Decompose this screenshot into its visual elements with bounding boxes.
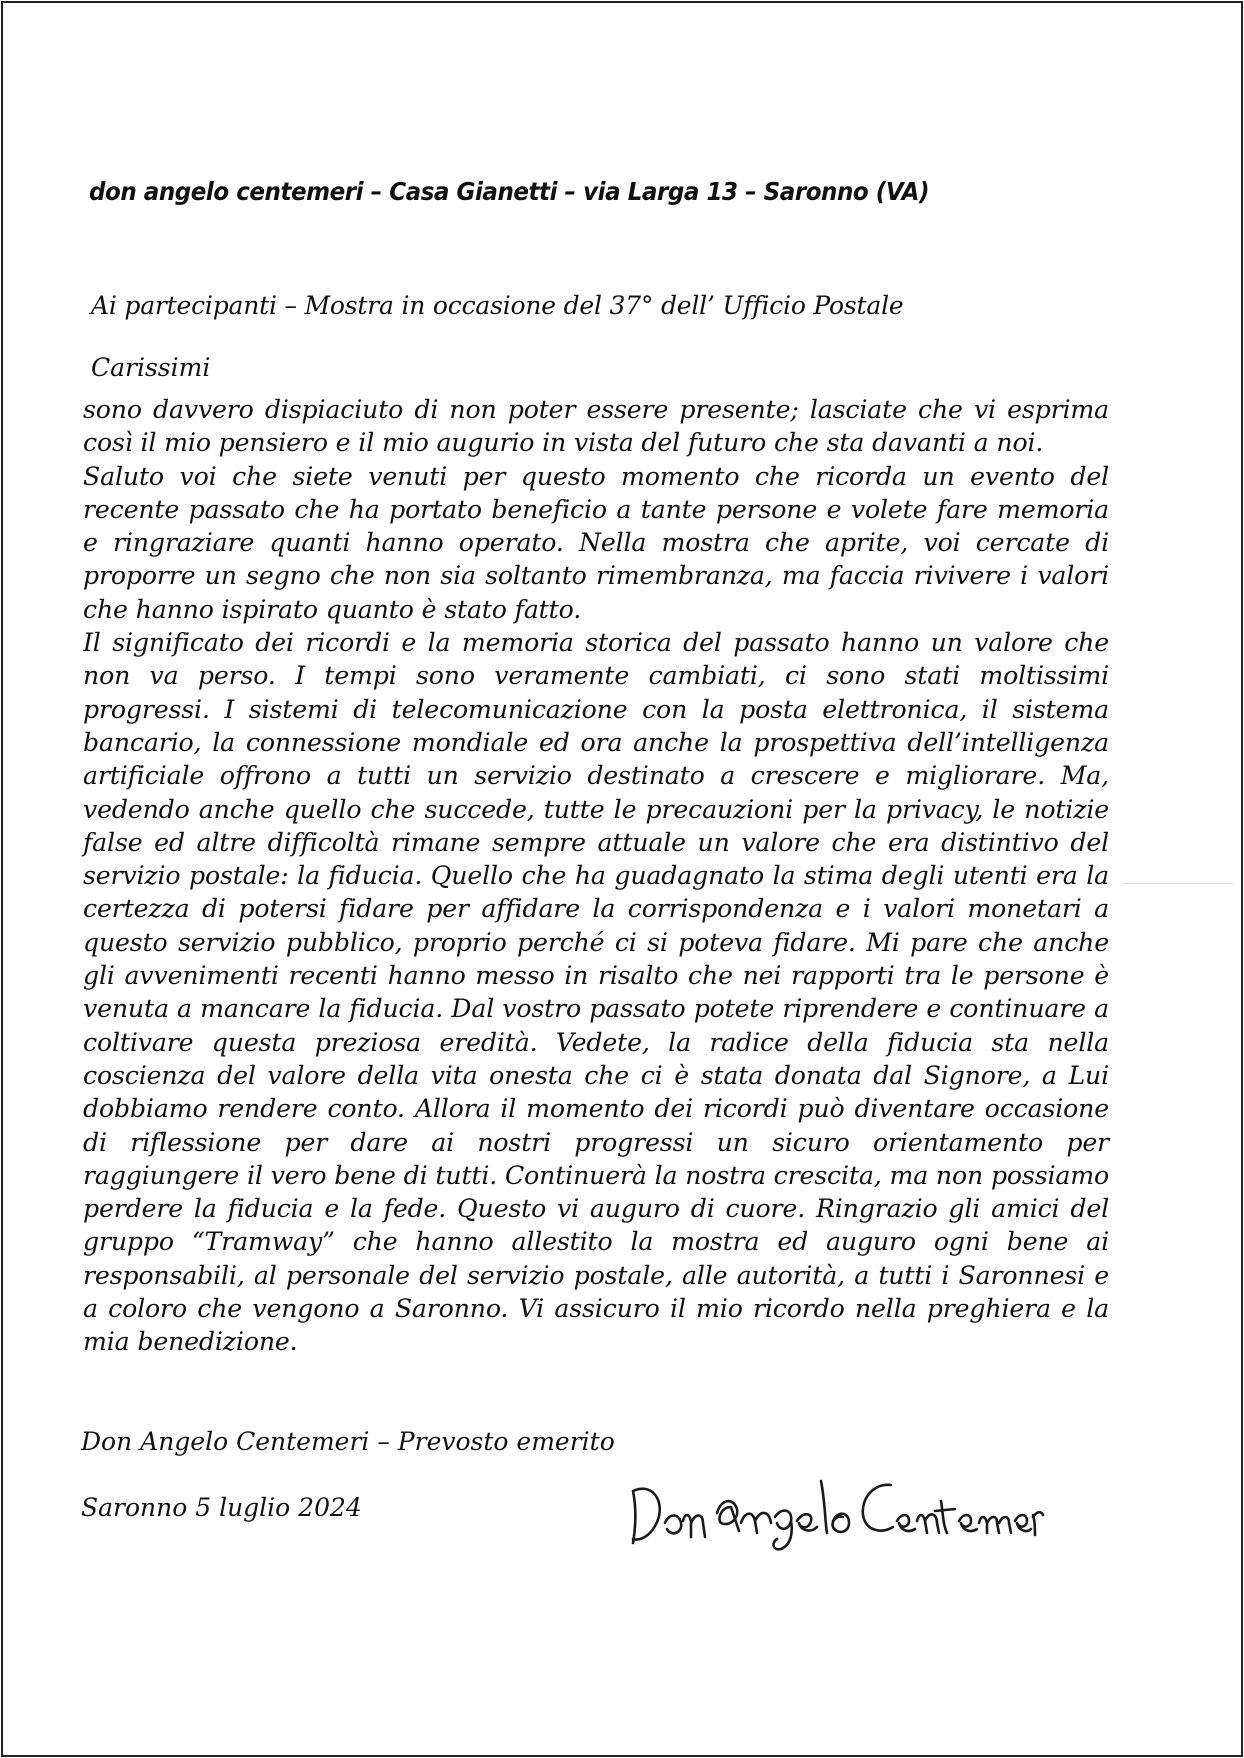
paragraph-greeting-visitors: Saluto voi che siete venuti per questo momento che ricorda un evento del recente passato che ha portato beneficio a tante persone e volete fare memoria e ringraziare quanti hanno operato. Nella mostra che aprite, voi cercate di proporre un segno che non sia soltanto rimembranza, ma faccia rivivere i valori che hanno ispirato quanto è stato fatto. [83,461,1109,624]
letter-body [83,393,1109,1359]
letterhead: don angelo centemeri – Casa Gianetti – via Larga 13 – Saronno (VA) [89,177,930,206]
closing-signature-line: Don Angelo Centemeri – Prevosto emerito [81,1427,615,1456]
place-and-date: Saronno 5 luglio 2024 [81,1493,362,1522]
handwritten-signature [625,1451,1045,1551]
letter-page [1,1,1243,1757]
letter-subject: Ai partecipanti – Mostra in occasione del 37° dell’ Ufficio Postale [91,291,904,320]
greeting: Carissimi [91,353,211,382]
paragraph-opening: sono davvero dispiaciuto di non poter essere presente; lasciate che vi esprima così il mio pensiero e il mio augurio in vista del futuro che sta davanti a noi. [83,395,1109,458]
scan-artifact-line [1123,883,1233,884]
paragraph-main: Il significato dei ricordi e la memoria storica del passato hanno un valore che non va perso. I tempi sono veramente cambiati, ci sono stati moltissimi progressi. I sistemi di telecomunicazione con la posta elettronica, il sistema bancario, la connessione mondiale ed ora anche la prospettiva dell’intelligenza artificiale offrono a tutti un servizio destinato a crescere e migliorare. Ma, vedendo anche quello che succede, tutte le precauzioni per la privacy, le notizie false ed altre difficoltà rimane sempre attuale un valore che era distintivo del servizio postale: la fiducia. Quello che ha guadagnato la stima degli utenti era la certezza di potersi fidare per affidare la corrispondenza e i valori monetari a questo servizio pubblico, proprio perché ci si poteva fidare. Mi pare che anche gli avvenimenti recenti hanno messo in risalto che nei rapporti tra le persone è venuta a mancare la fiducia. Dal vostro passato potete riprendere e continuare a coltivare questa preziosa eredità. Vedete, la radice della fiducia sta nella coscienza del valore della vita onesta che ci è stata donata dal Signore, a Lui dobbiamo rendere conto. Allora il momento dei ricordi può diventare occasione di riflessione per dare ai nostri progressi un sicuro orientamento per raggiungere il vero bene di tutti. Continuerà la nostra crescita, ma non possiamo perdere la fiducia e la fede. Questo vi auguro di cuore. Ringrazio gli amici del gruppo “Tramway” che hanno allestito la mostra ed auguro ogni bene ai responsabili, al personale del servizio postale, alle autorità, a tutti i Saronnesi e a coloro che vengono a Saronno. Vi assicuro il mio ricordo nella preghiera e la mia benedizione. [83,628,1109,1357]
